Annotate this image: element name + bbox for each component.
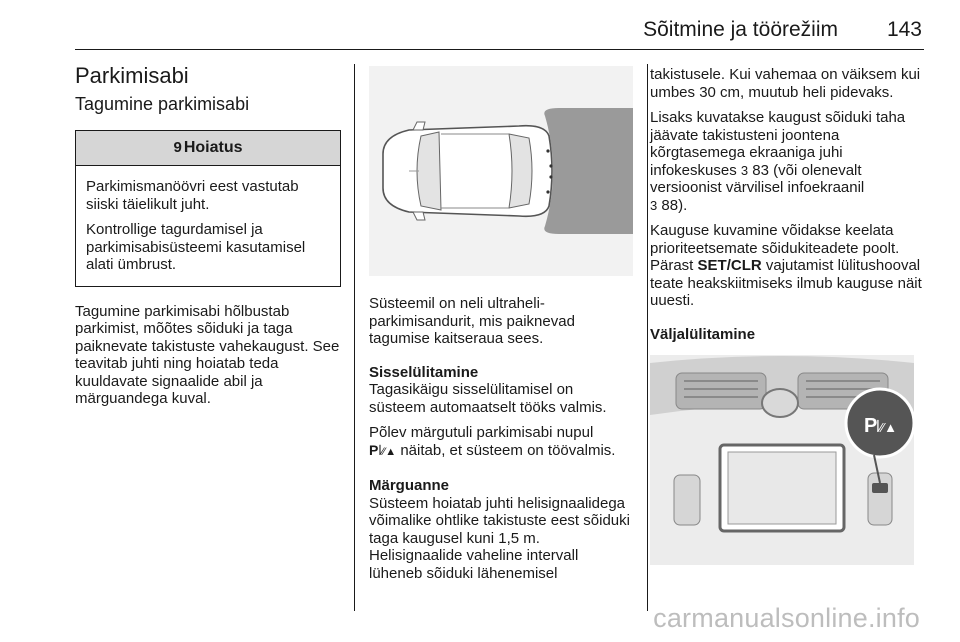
header-rule <box>75 49 924 50</box>
svg-text:ꟾ⁄⁄▲: ꟾ⁄⁄▲ <box>876 420 898 435</box>
section-heading: Parkimisabi <box>75 63 189 88</box>
subsection-heading: Tagumine parkimisabi <box>75 94 250 114</box>
body-paragraph: Kauguse kuvamine võidakse keelata prioriteetsemate sõidukiteadete poolt. Pärast SET/CLR vajutamist lülitushooval teate heakskiitmiseks ilmub kauguse näit uuesti. <box>650 222 922 309</box>
park-assist-button-icon: P <box>864 415 878 437</box>
body-paragraph: Põlev märgutuli parkimisabi nupul Pꟾ⁄⁄▲ näitab, et süsteem on töövalmis. <box>369 424 616 459</box>
body-paragraph: Tagasikäigu sisselülitamisel on süsteem automaatselt tööks valmis. <box>369 381 607 416</box>
column-1 <box>75 62 341 408</box>
column-divider-2 <box>647 64 648 611</box>
dashboard-park-button-figure <box>650 355 914 565</box>
column-divider-1 <box>354 64 355 611</box>
warning-box <box>75 130 341 287</box>
sensor-zone-shape <box>544 108 633 234</box>
body-paragraph: Süsteemil on neli ultraheli-parkimisandurit, mis paiknevad tagumise kaitseraua sees. <box>369 295 575 347</box>
body-paragraph: Süsteem hoiatab juhti helisignaalidega võimalike ohtlike takistuste eest sõiduki taga kaugusel kuni 1,5 m. Helisignaalide vaheline intervall lüheneb sõiduki lähenemisel <box>369 494 630 582</box>
section-subheading: Sisselülitamine <box>369 363 479 381</box>
warning-paragraph: Parkimismanöövri eest vastutab siiski täielikult juht. <box>86 178 299 213</box>
page-number: 143 <box>886 18 922 41</box>
warning-header <box>76 131 340 166</box>
column-3 <box>650 66 930 565</box>
page-reference-icon: 3 <box>650 197 658 213</box>
body-paragraph: Lisaks kuvatakse kaugust sõiduki taha jäävate takistusteni joontena kõrgtasemega ekraaniga juhi infokeskuses 3 83 (või olenevalt versioonist värvilisel infoekraanil 3 88). <box>650 109 906 214</box>
column-2 <box>369 66 633 582</box>
running-header-title: Sõitmine ja töörežiim <box>643 18 838 41</box>
body-paragraph: Tagumine parkimisabi hõlbustab parkimist, mõõtes sõiduki ja taga paiknevate takistuste vahekaugust. See teavitab juhti ning hoiatab teda kuuldavate signaalide abil ja märguandega kuval. <box>75 302 340 407</box>
park-assist-symbol-icon: P <box>369 441 379 458</box>
warning-title: Hoiatus <box>183 139 243 156</box>
warning-body <box>76 166 340 286</box>
warning-triangle-icon: 9 <box>173 139 182 156</box>
warning-paragraph: Kontrollige tagurdamisel ja parkimisabisüsteemi kasutamisel alati ümbrust. <box>86 221 306 273</box>
section-subheading: Märguanne <box>369 477 450 494</box>
page-reference-icon: 3 <box>740 162 749 178</box>
watermark-text: carmanualsonline.info <box>653 603 920 633</box>
set-clr-label: SET/CLR <box>697 257 762 274</box>
section-subheading: Väljalülitamine <box>650 325 756 343</box>
car-sensor-diagram <box>369 66 633 276</box>
body-paragraph: takistusele. Kui vahemaa on väiksem kui umbes 30 cm, muutub heli pidevaks. <box>650 66 921 101</box>
